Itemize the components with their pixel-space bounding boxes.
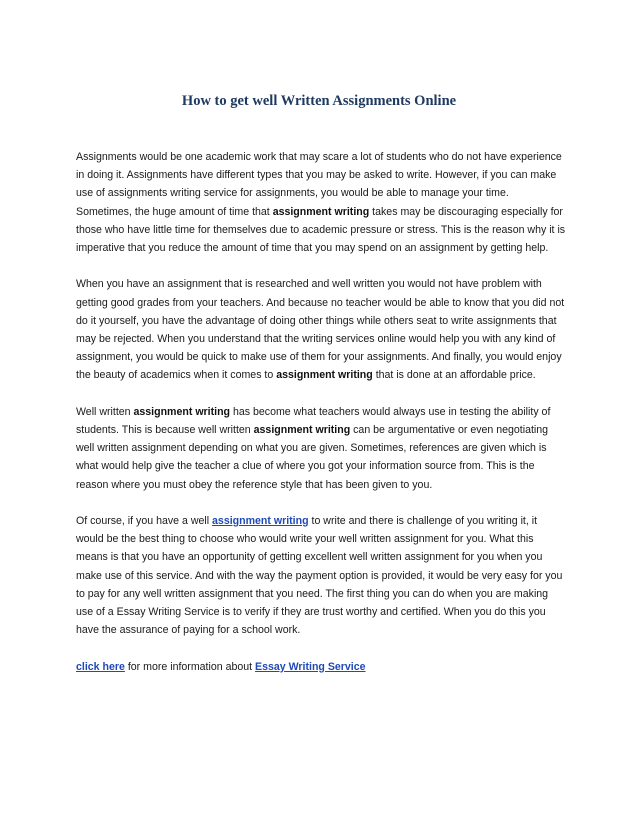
text-run: When you have an assignment that is researched and well written you would not have problem with getting good grades from your teachers. And because no teacher would be able to know that you did not do it yourself, you have the advantage of doing other things while others seat to write assignments that may be rejected. When you understand that the writing services online would help you with any kind of assignment, you would be quick to make use of them for your assignments. And finally, you would enjoy the beauty of academics when it comes to <box>76 278 565 382</box>
document-title: How to get well Written Assignments Online <box>181 93 457 109</box>
paragraph-2 <box>76 275 566 384</box>
essay-writing-service-link[interactable]: Essay Writing Service <box>255 660 366 673</box>
text-run: that is done at an affordable price. <box>372 369 536 382</box>
text-run: to write and there is challenge of you writing it, it would be the best thing to choose who would write your well written assignment for you. What this means is that you have an opportunity of getting excellent well written assignment for you when you make use of this service. And with the way the payment option is provided, it would be very easy for you to pay for any well written assignment that you need. The first thing you can do when you are making use of a Essay Writing Service is to verify if they are trust worthy and certified. When you do this you have the assurance of paying for a school work. <box>76 515 563 637</box>
text-run: Assignments would be one academic work that may scare a lot of students who do not have experience in doing it. Assignments have different types that you may be asked to write. However, if you can make use of assignments writing service for assignments, you would be able to manage your time. Sometimes, the huge amount of time that <box>76 151 562 218</box>
paragraph-5 <box>76 658 566 676</box>
bold-phrase: assignment writing <box>253 424 351 437</box>
text-run: can be argumentative or even negotiating well written assignment depending on what you are given. Sometimes, references are given which is what would help give the teacher a clue of where you got your information source from. This is the reason where you must obey the reference style that has been given to you. <box>76 424 549 491</box>
paragraph-1 <box>76 148 566 257</box>
text-run: takes may be discouraging especially for those who have little time for themselves due to academic pressure or stress. This is the reason why it is imperative that you reduce the amount of time that you may spend on an assignment by getting help. <box>76 205 566 255</box>
text-run: Of course, if you have a well <box>76 515 213 528</box>
bold-phrase: assignment writing <box>272 205 370 218</box>
bold-phrase: assignment writing <box>276 369 373 382</box>
text-run: for more information about <box>124 660 256 673</box>
paragraph-3 <box>76 403 566 494</box>
click-here-link[interactable]: click here <box>76 660 125 673</box>
assignment-writing-link[interactable]: assignment writing <box>212 515 309 528</box>
text-run: has become what teachers would always use in testing the ability of students. This is because well written <box>76 405 551 437</box>
document-body <box>76 148 566 694</box>
bold-phrase: assignment writing <box>133 405 231 418</box>
paragraph-4 <box>76 512 566 639</box>
text-run: Well written <box>76 405 134 418</box>
